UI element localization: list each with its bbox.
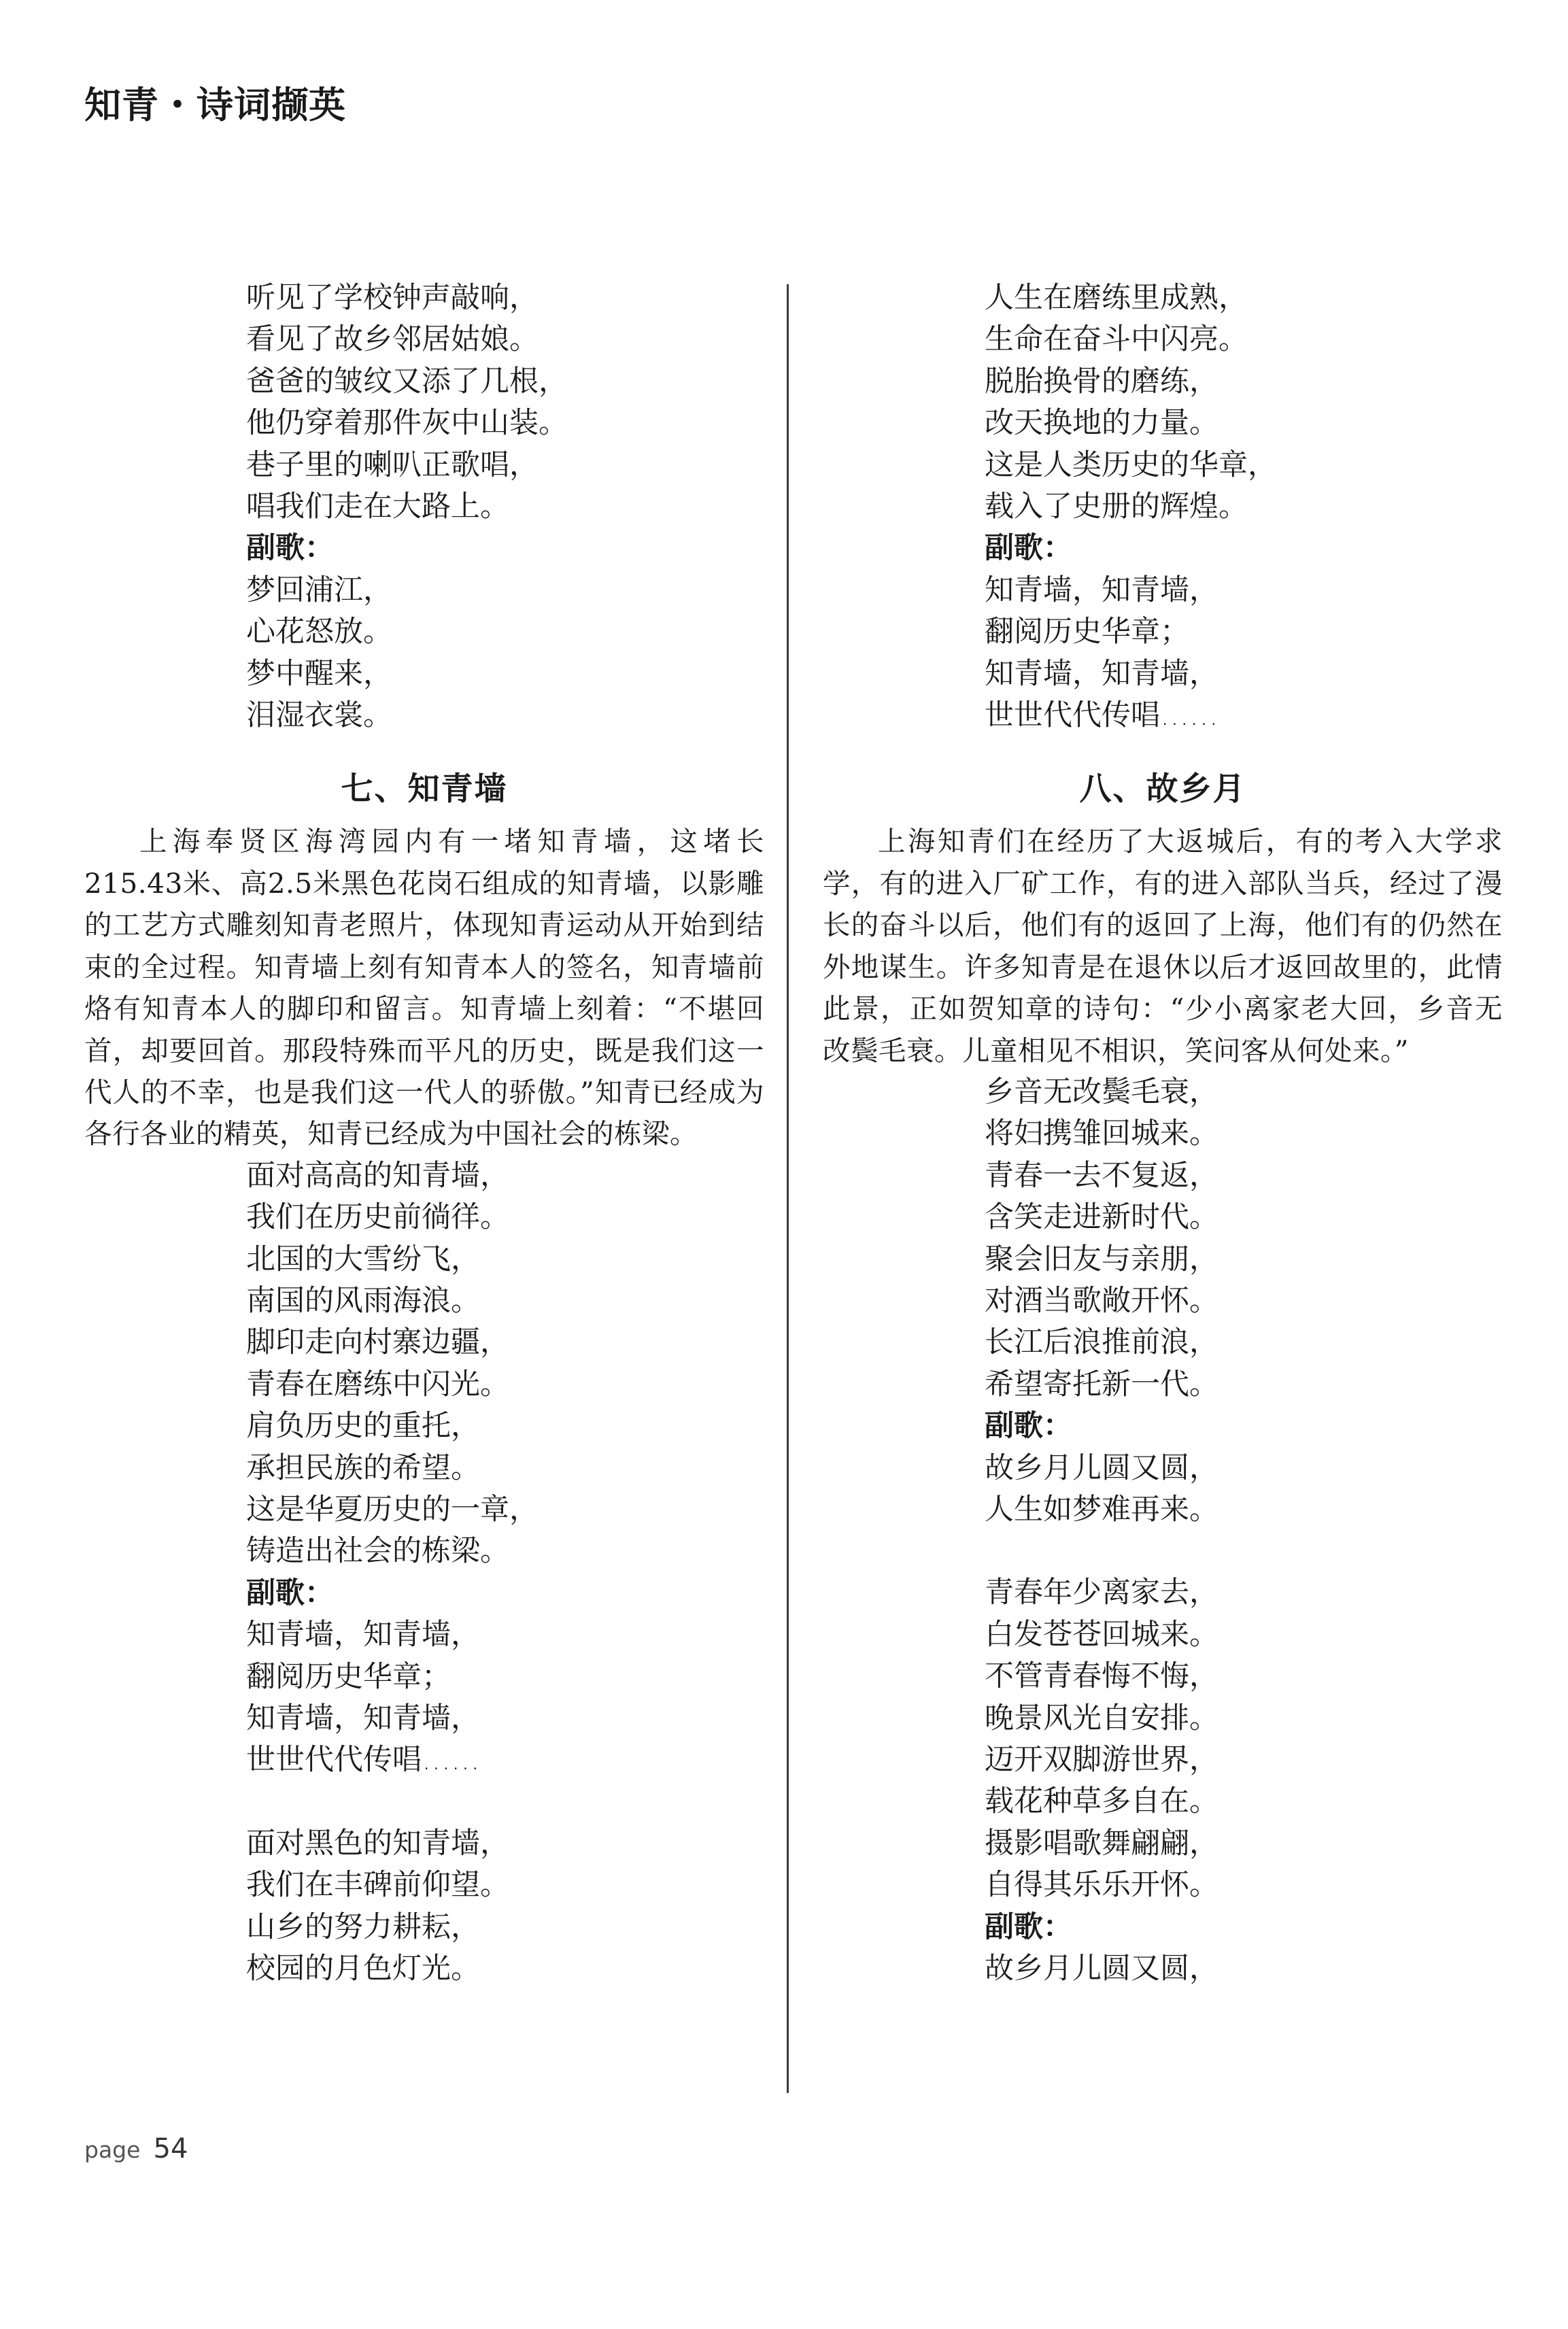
right-column bbox=[823, 277, 1503, 1990]
poem-line: 青春年少离家去， bbox=[985, 1576, 1218, 1610]
poem-line: 青春一去不复返， bbox=[985, 1158, 1218, 1193]
poem-line: 山乡的努力耕耘， bbox=[246, 1909, 480, 1944]
poem-line: 面对高高的知青墙， bbox=[246, 1158, 509, 1193]
poem-line: 看见了故乡邻居姑娘。 bbox=[246, 322, 539, 357]
poem-line: 校园的月色灯光。 bbox=[246, 1952, 480, 1986]
poem-line: 乡音无改鬓毛衰， bbox=[985, 1074, 1218, 1109]
left-column bbox=[84, 277, 764, 1990]
poem-line: 知青墙，知青墙， bbox=[246, 1618, 480, 1652]
section-8-title: 八、故乡月 bbox=[1079, 770, 1246, 809]
poem-line: 人生如梦难再来。 bbox=[985, 1492, 1218, 1527]
poem-line: 承担民族的希望。 bbox=[246, 1450, 480, 1485]
poem-line: 我们在历史前徜徉。 bbox=[246, 1200, 509, 1235]
poem-line: 脱胎换骨的磨练， bbox=[985, 364, 1218, 398]
poem-line: 南国的风雨海浪。 bbox=[246, 1283, 480, 1318]
chorus-label: 副歌： bbox=[985, 1909, 1072, 1944]
poem-line: 不管青春悔不悔， bbox=[985, 1659, 1218, 1694]
chorus-label: 副歌： bbox=[985, 531, 1072, 566]
poem-line: 人生在磨练里成熟， bbox=[985, 281, 1248, 315]
poem-line: 长江后浪推前浪， bbox=[985, 1325, 1218, 1360]
poem-line: 唱我们走在大路上。 bbox=[246, 490, 509, 524]
right-top-poem bbox=[823, 277, 1503, 736]
section-7-prose: 上海奉贤区海湾园内有一堵知青墙，这堵长215.43米、高2.5米黑色花岗石组成的知青墙，以影雕的工艺方式雕刻知青老照片，体现知青运动从开始到结束的全过程。知青墙上刻有知青本人的签名，知青墙前烙有知青本人的脚印和留言。知青墙上刻着：“不堪回首，却要回首。那段特殊而平凡的历史，既是我们这一代人的不幸，也是我们这一代人的骄傲。”知青已经成为各行各业的精英，知青已经成为中国社会的栋梁。 bbox=[84, 825, 764, 1151]
poem-line: 迈开双脚游世界， bbox=[985, 1743, 1218, 1777]
poem-line: 这是华夏历史的一章， bbox=[246, 1492, 539, 1527]
chorus-label: 副歌： bbox=[246, 1576, 334, 1610]
page-header-title: 知青・诗词撷英 bbox=[84, 83, 346, 126]
poem-line: 翻阅历史华章； bbox=[246, 1659, 451, 1694]
chorus-label: 副歌： bbox=[985, 1409, 1072, 1444]
poem-line: 聚会旧友与亲朋， bbox=[985, 1242, 1218, 1276]
left-top-poem bbox=[84, 277, 764, 736]
poem-line: 梦回浦江， bbox=[246, 573, 392, 607]
poem-line: 摄影唱歌舞翩翩， bbox=[985, 1826, 1218, 1860]
poem-line: 知青墙，知青墙， bbox=[985, 573, 1218, 607]
section-8-prose: 上海知青们在经历了大返城后，有的考入大学求学，有的进入厂矿工作，有的进入部队当兵，经过了漫长的奋斗以后，他们有的返回了上海，他们有的仍然在外地谋生。许多知青是在退休以后才返回故里的，此情此景，正如贺知章的诗句：“少小离家老大回，乡音无改鬓毛衰。儿童相见不相识，笑问客从何处来。” bbox=[823, 825, 1503, 1067]
section-7-poem bbox=[84, 1155, 764, 1990]
poem-line: 脚印走向村寨边疆， bbox=[246, 1325, 509, 1360]
poem-line: 北国的大雪纷飞， bbox=[246, 1242, 480, 1276]
poem-line: 含笑走进新时代。 bbox=[985, 1200, 1218, 1235]
poem-line: 自得其乐乐开怀。 bbox=[985, 1868, 1218, 1903]
poem-line: 载花种草多自在。 bbox=[985, 1784, 1218, 1819]
poem-line: 晚景风光自安排。 bbox=[985, 1701, 1218, 1735]
page-label: page bbox=[84, 2137, 141, 2163]
poem-line: 巷子里的喇叭正歌唱， bbox=[246, 447, 539, 482]
poem-line: 听见了学校钟声敲响， bbox=[246, 281, 539, 315]
poem-line: 肩负历史的重托， bbox=[246, 1409, 480, 1444]
poem-line: 他仍穿着那件灰中山装。 bbox=[246, 406, 568, 441]
page-footer bbox=[84, 2133, 188, 2164]
poem-line: 梦中醒来， bbox=[246, 656, 392, 691]
column-divider bbox=[787, 284, 789, 2093]
poem-line: 世世代代传唱…… bbox=[246, 1743, 480, 1778]
poem-line: 知青墙，知青墙， bbox=[985, 656, 1218, 691]
poem-line: 对酒当歌敞开怀。 bbox=[985, 1283, 1218, 1318]
poem-line: 翻阅历史华章； bbox=[985, 615, 1189, 649]
poem-line: 生命在奋斗中闪亮。 bbox=[985, 322, 1248, 357]
poem-line: 白发苍苍回城来。 bbox=[985, 1617, 1218, 1652]
poem-line: 铸造出社会的栋梁。 bbox=[246, 1534, 509, 1569]
poem-line: 爸爸的皱纹又添了几根， bbox=[246, 364, 568, 398]
poem-line: 故乡月儿圆又圆， bbox=[985, 1450, 1218, 1485]
poem-line: 这是人类历史的华章， bbox=[985, 447, 1277, 482]
poem-line: 将妇携雏回城来。 bbox=[985, 1117, 1218, 1151]
poem-line: 心花怒放。 bbox=[246, 615, 392, 649]
chorus-label: 副歌： bbox=[246, 531, 334, 566]
poem-line: 故乡月儿圆又圆， bbox=[985, 1952, 1218, 1986]
stanza-gap bbox=[985, 1531, 1503, 1572]
stanza-gap bbox=[246, 1782, 764, 1823]
poem-line: 青春在磨练中闪光。 bbox=[246, 1367, 509, 1401]
poem-line: 改天换地的力量。 bbox=[985, 406, 1218, 441]
poem-line: 世世代代传唱…… bbox=[985, 698, 1218, 733]
poem-line: 泪湿衣裳。 bbox=[246, 698, 392, 733]
poem-line: 知青墙，知青墙， bbox=[246, 1701, 480, 1735]
poem-line: 面对黑色的知青墙， bbox=[246, 1826, 509, 1860]
poem-line: 我们在丰碑前仰望。 bbox=[246, 1868, 509, 1903]
section-8-poem bbox=[823, 1072, 1503, 1990]
page-number: 54 bbox=[153, 2133, 188, 2164]
section-7-title: 七、知青墙 bbox=[341, 770, 508, 809]
poem-line: 希望寄托新一代。 bbox=[985, 1367, 1218, 1401]
poem-line: 载入了史册的辉煌。 bbox=[985, 490, 1248, 524]
